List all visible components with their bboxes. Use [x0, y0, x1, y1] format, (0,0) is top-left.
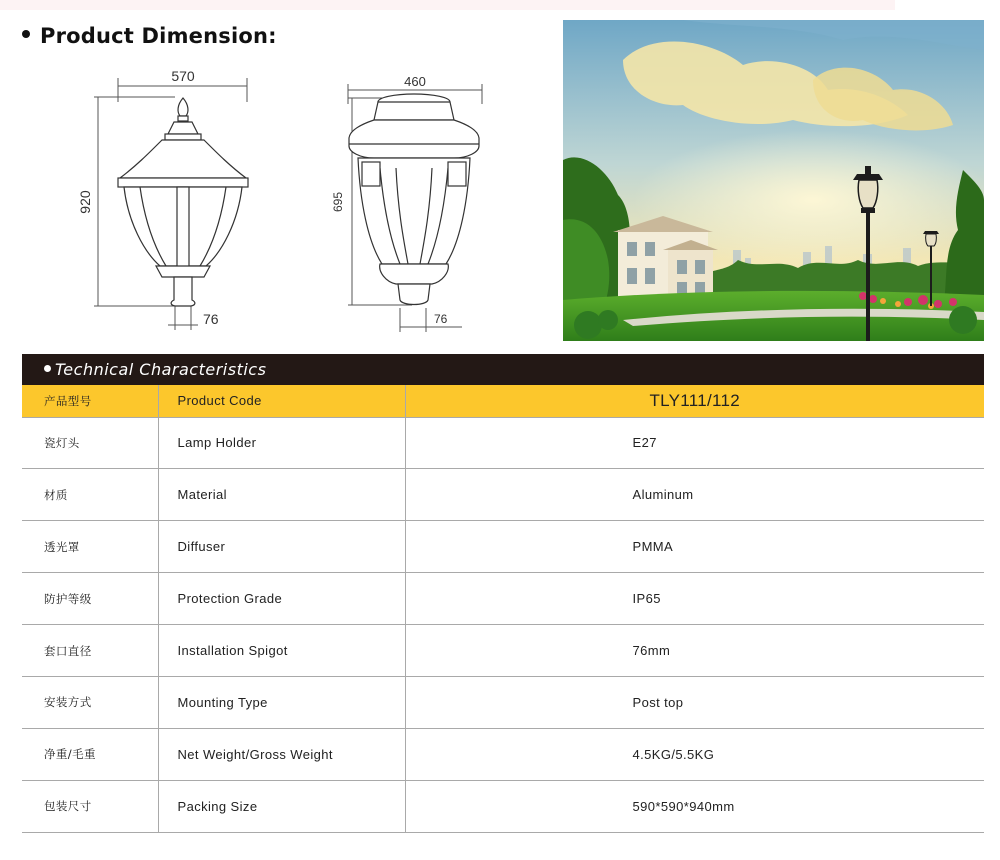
cell-value: 76mm: [405, 625, 984, 677]
cell-en: Diffuser: [158, 521, 405, 573]
cell-en: Lamp Holder: [158, 417, 405, 469]
cell-cn: 瓷灯头: [22, 417, 158, 469]
side-view-drawing: [322, 72, 497, 337]
cell-value: PMMA: [405, 521, 984, 573]
side-height-label: 695: [331, 191, 345, 213]
bullet-icon: [22, 30, 30, 38]
cell-cn: 包装尺寸: [22, 780, 158, 832]
table-row: [22, 676, 984, 728]
bullet-icon: [44, 365, 51, 372]
scene-photo: [563, 20, 984, 341]
front-spigot-label: 76: [203, 311, 219, 327]
table-row: [22, 573, 984, 625]
table-row: [22, 780, 984, 832]
table-row: [22, 521, 984, 573]
cell-en: Material: [158, 469, 405, 521]
table-row-product-code: [22, 385, 984, 417]
cell-value: Aluminum: [405, 469, 984, 521]
tech-section-header: [22, 354, 984, 385]
spec-table: [22, 385, 984, 833]
top-strip: [0, 0, 895, 10]
side-width-label: 460: [404, 74, 426, 89]
cell-cn: 套口直径: [22, 625, 158, 677]
cell-cn: 透光罩: [22, 521, 158, 573]
side-spigot-label: 76: [434, 312, 448, 326]
cell-en: Installation Spigot: [158, 625, 405, 677]
tech-heading-text: Technical Characteristics: [55, 360, 267, 379]
table-row: [22, 728, 984, 780]
cell-cn: 净重/毛重: [22, 728, 158, 780]
cell-cn: 安装方式: [22, 676, 158, 728]
cell-en: Product Code: [158, 385, 405, 417]
scene-illustration: [563, 20, 984, 341]
table-row: [22, 625, 984, 677]
page-title-text: Product Dimension:: [40, 24, 277, 48]
cell-value: TLY111/112: [405, 385, 984, 417]
cell-value: Post top: [405, 676, 984, 728]
table-row: [22, 417, 984, 469]
front-width-label: 570: [171, 68, 195, 84]
front-height-label: 920: [77, 190, 93, 214]
table-row: [22, 469, 984, 521]
cell-cn: 产品型号: [22, 385, 158, 417]
cell-value: 590*590*940mm: [405, 780, 984, 832]
page-title: [22, 24, 277, 48]
front-view-drawing: [70, 62, 270, 337]
cell-en: Net Weight/Gross Weight: [158, 728, 405, 780]
cell-value: E27: [405, 417, 984, 469]
cell-en: Protection Grade: [158, 573, 405, 625]
cell-value: IP65: [405, 573, 984, 625]
cell-en: Mounting Type: [158, 676, 405, 728]
cell-cn: 防护等级: [22, 573, 158, 625]
tech-heading: [44, 360, 266, 379]
cell-cn: 材质: [22, 469, 158, 521]
cell-value: 4.5KG/5.5KG: [405, 728, 984, 780]
cell-en: Packing Size: [158, 780, 405, 832]
